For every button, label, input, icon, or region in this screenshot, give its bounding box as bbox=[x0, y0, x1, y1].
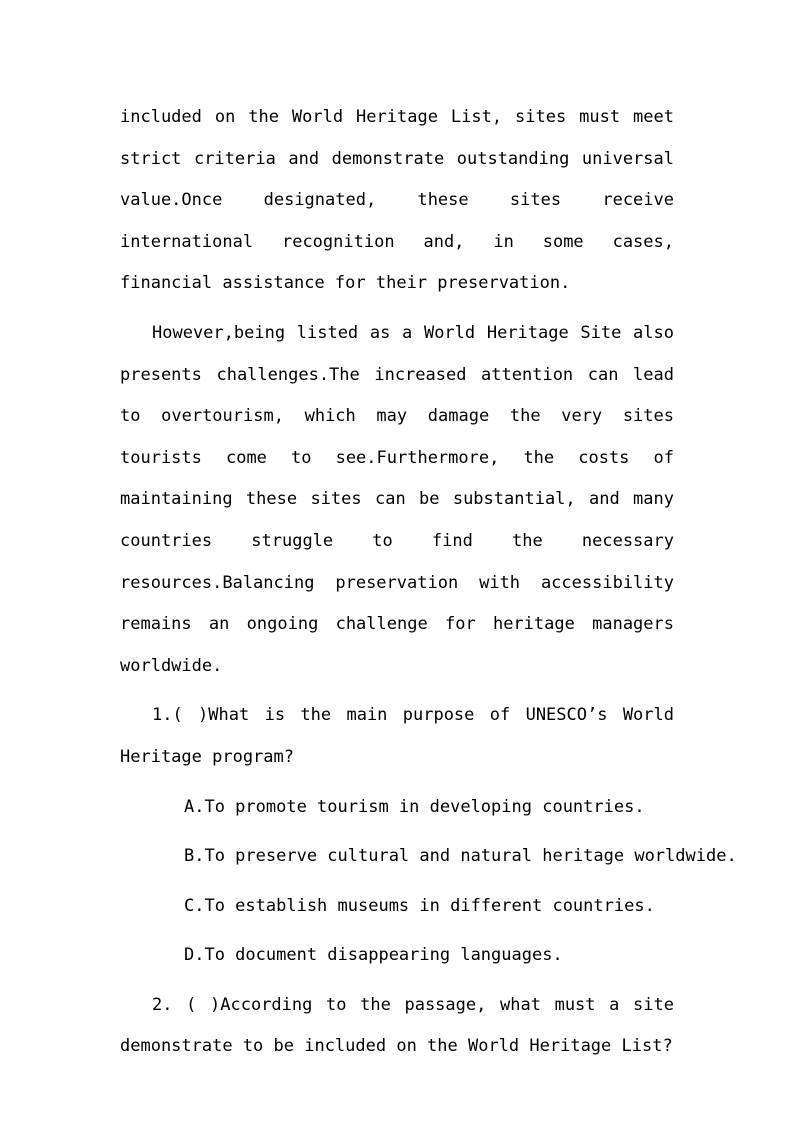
document-body bbox=[120, 97, 737, 1076]
paragraph-challenges: However,being listed as a World Heritage Site also presents challenges.The increased attention can lead to overtourism, which may damage the very sites tourists come to see.Furthermore, the costs of maintaining these sites can be substantial, and many countries struggle to find the necessary resources.Balancing preservation with accessibility remains an ongoing challenge for heritage managers worldwide. bbox=[120, 322, 674, 676]
option-a: A.To promote tourism in developing countries. bbox=[184, 796, 645, 817]
question-1-options bbox=[120, 787, 737, 977]
option-d: D.To document disappearing languages. bbox=[184, 945, 563, 966]
option-c: C.To establish museums in different countries. bbox=[184, 895, 655, 916]
question-1: 1.( )What is the main purpose of UNESCO’s World Heritage program? bbox=[120, 705, 674, 767]
option-b: B.To preserve cultural and natural heritage worldwide. bbox=[184, 846, 737, 867]
question-2: 2. ( )According to the passage, what must a site demonstrate to be included on the World Heritage List? bbox=[120, 994, 674, 1057]
paragraph-eligibility: included on the World Heritage List, sites must meet strict criteria and demonstrate outstanding universal value.Once designated, these sites receive international recognition and, in some cases, financial assistance for their preservation. bbox=[120, 107, 674, 294]
